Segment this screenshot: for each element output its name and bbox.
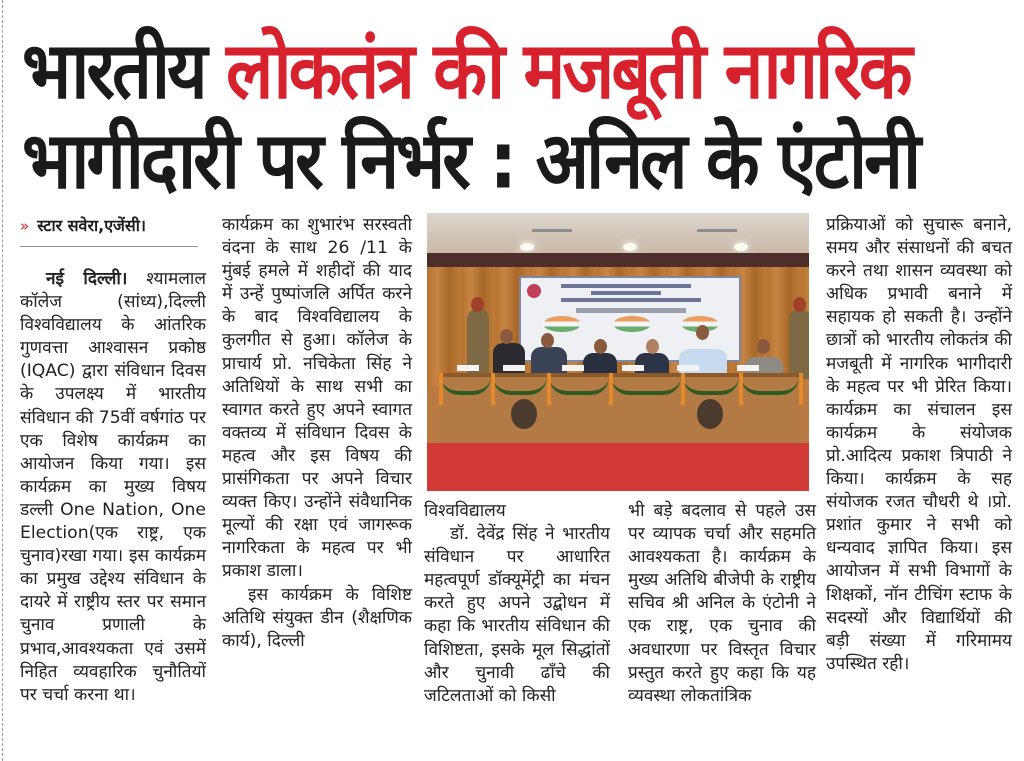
event-photo bbox=[427, 213, 809, 491]
banner-text-line bbox=[591, 291, 661, 295]
byline-divider bbox=[20, 246, 198, 247]
ceiling-fan-icon bbox=[697, 229, 737, 232]
guard-head bbox=[471, 297, 484, 312]
page-edge-perforation bbox=[2, 0, 3, 761]
banner-text-line bbox=[561, 284, 691, 288]
panelist-head bbox=[757, 339, 770, 354]
panelist-head bbox=[646, 339, 659, 354]
article-column-5 bbox=[826, 214, 1012, 676]
nameplate bbox=[562, 365, 584, 371]
marigold-strand bbox=[739, 373, 743, 405]
article-column-3 bbox=[424, 500, 610, 708]
college-logo-icon bbox=[527, 284, 541, 298]
panelist-head bbox=[594, 339, 607, 354]
headline-red-part: लोकतंत्र की मजबूती नागरिक bbox=[225, 24, 910, 117]
ceiling-fan-icon bbox=[532, 229, 572, 232]
nameplate bbox=[457, 365, 479, 371]
nameplate bbox=[737, 365, 759, 371]
nameplate bbox=[503, 365, 525, 371]
flag-graphic bbox=[543, 316, 581, 332]
marigold-strand bbox=[547, 373, 551, 405]
garland bbox=[549, 377, 609, 395]
headline-line-1 bbox=[22, 26, 1017, 116]
emblem-icon bbox=[697, 399, 723, 429]
headline-black-part: भारतीय bbox=[22, 24, 226, 117]
paragraph: विश्वविद्यालय bbox=[424, 501, 506, 521]
paragraph: प्रक्रियाओं को सुचारू बनाने, समय और संसाधनों की बचत करने तथा शासन व्यवस्था को अधिक प्रभावी बनाने में सहायक हो सकती है। उन्होंने छात्रों को भारतीय लोकतंत्र की मजबूती में नागरिक भागीदारी के महत्व पर भी प्रेरित किया। कार्यक्रम का संचालन इस कार्यक्रम के संयोजक प्रो.आदित्य प्रकाश त्रिपाठी ने किया। कार्यक्रम के सह संयोजक रजत चौधरी थे ।प्रो. प्रशांत कुमार ने सभी को धन्यवाद ज्ञापित किया। इस आयोजन में सभी विभागों के शिक्षकों, नॉन टीचिंग स्टाफ के सदस्यों और विद्यार्थियों की बड़ी संख्या में गरिमामय उपस्थित रही। bbox=[826, 215, 1012, 674]
panelist-figure bbox=[679, 349, 727, 375]
panelist-head bbox=[541, 333, 554, 348]
nameplate bbox=[622, 365, 644, 371]
guard-figure bbox=[789, 309, 809, 379]
flag-graphic bbox=[613, 316, 651, 332]
guard-head bbox=[793, 297, 806, 312]
marigold-strand bbox=[491, 373, 495, 405]
headline-line-2: भागीदारी पर निर्भर : अनिल के एंटोनी bbox=[22, 114, 919, 207]
marigold-strand bbox=[439, 373, 443, 405]
byline-text: स्टार सवेरा,एजेंसी। bbox=[37, 216, 146, 235]
panelist-head bbox=[500, 329, 513, 344]
nameplate bbox=[677, 365, 699, 371]
garland bbox=[741, 377, 799, 395]
red-carpet-floor bbox=[427, 443, 809, 491]
dateline: नई दिल्ली। bbox=[46, 269, 128, 289]
byline-marker-icon: » bbox=[20, 217, 30, 235]
paragraph: इस कार्यक्रम के विशिष्ट अतिथि संयुक्त डीन (शैक्षणिक कार्य), दिल्ली bbox=[222, 584, 412, 651]
photo-beam bbox=[427, 253, 809, 267]
ceiling-light-icon bbox=[520, 243, 534, 251]
marigold-strand bbox=[681, 373, 685, 405]
article-column-2 bbox=[222, 214, 412, 653]
panelist-head bbox=[696, 325, 709, 340]
banner-subtitle-bar bbox=[576, 308, 686, 313]
paragraph bbox=[20, 268, 206, 707]
panelist-figure bbox=[635, 353, 669, 375]
article-column-1 bbox=[20, 268, 206, 707]
garland bbox=[611, 377, 681, 395]
banner-text-line bbox=[561, 298, 701, 302]
emblem-icon bbox=[511, 399, 537, 429]
ceiling-light-icon bbox=[734, 243, 748, 251]
paragraph: भी बड़े बदलाव से पहले उस पर व्यापक चर्चा और सहमति आवश्यकता है। कार्यक्रम के मुख्य अतिथि बीजेपी के राष्ट्रीय सचिव श्री अनिल के एंटोनी ने एक राष्ट्र, एक चुनाव की अवधारणा पर विस्तृत विचार प्रस्तुत करते हुए कहा कि यह व्यवस्था लोकतांत्रिक bbox=[628, 501, 816, 706]
article-column-4 bbox=[628, 500, 816, 708]
paragraph-text: श्यामलाल कॉलेज (सांध्य),दिल्ली विश्वविद्यालय के आंतरिक गुणवत्ता आश्वासन प्रकोष्ठ (IQAC) द्वारा संविधान दिवस के उपलक्ष्य में भारतीय संविधान की 75वीं वर्षगांठ पर एक विशेष कार्यक्रम का आयोजन किया गया। इस कार्यक्रम का मुख्य विषय डल्ली One Nation, One Election(एक राष्ट्र, एक चुनाव)रखा गया। इस कार्यक्रम का प्रमुख उद्देश्य संविधान के दायरे में राष्ट्रीय स्तर पर समान चुनाव प्रणाली के प्रभाव,आवश्यकता एवं उसमें निहित व्यवहारिक चुनौतियों पर चर्चा करना था। bbox=[20, 269, 206, 705]
paragraph: डॉ. देवेंद्र सिंह ने भारतीय संविधान पर आधारित महत्वपूर्ण डॉक्यूमेंट्री का मंचन करते हुए अपने उद्बोधन में कहा कि भारतीय संविधान की विशिष्टता, इसके मूल सिद्धांतों और चुनावी ढाँचे की जटिलताओं को किसी bbox=[424, 524, 610, 706]
byline bbox=[20, 214, 198, 244]
marigold-strand bbox=[799, 373, 803, 405]
marigold-strand bbox=[609, 373, 613, 405]
ceiling-light-icon bbox=[623, 243, 637, 251]
photo-ceiling bbox=[427, 213, 809, 253]
paragraph: कार्यक्रम का शुभारंभ सरस्वती वंदना के साथ 26 /11 के मुंबई हमले में शहीदों की याद में उन्हें पुष्पांजलि अर्पित करने के बाद विश्वविद्यालय के कुलगीत से हुआ। कॉलेज के प्राचार्य प्रो. नचिकेता सिंह ने अतिथियों के साथ सभी का स्वागत करते हुए अपने स्वागत वक्तव्य में संविधान दिवस के महत्व और इस विषय की प्रासंगिकता पर अपने विचार व्यक्त किए। उन्होंने संवैधानिक मूल्यों की रक्षा एवं जागरूक नागरिकता के महत्व पर भी प्रकाश डाला। bbox=[222, 215, 412, 582]
panelist-figure bbox=[583, 353, 617, 375]
